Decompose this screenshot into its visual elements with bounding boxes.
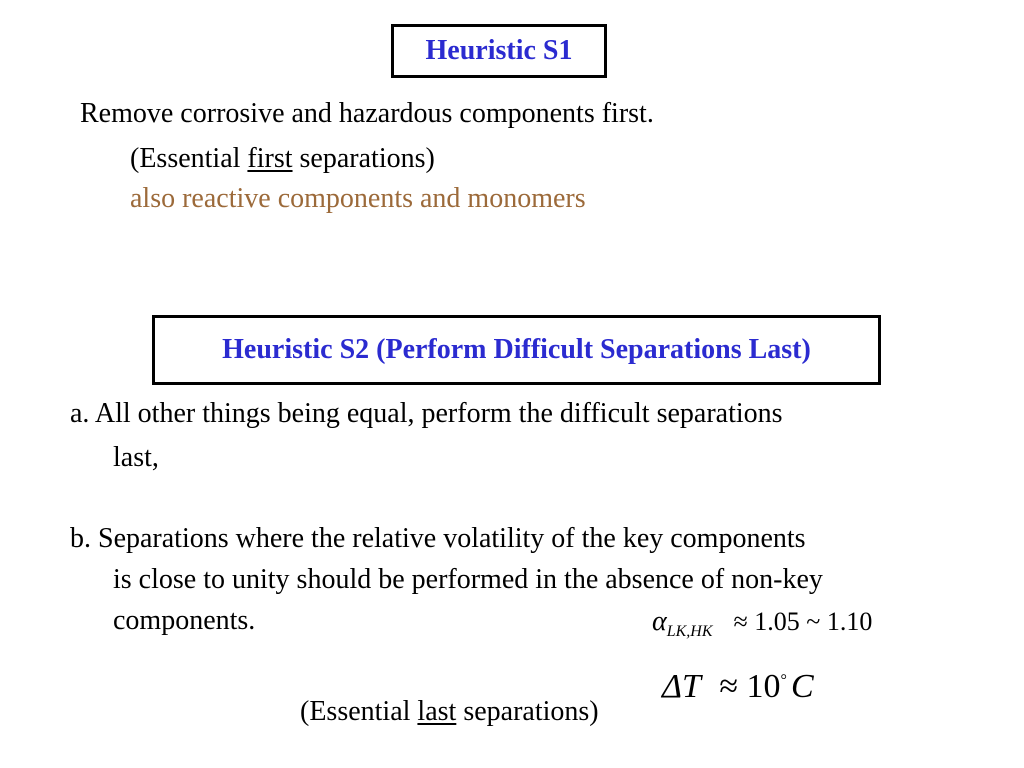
celsius-unit: C: [790, 668, 814, 705]
alpha-equation: [652, 608, 872, 640]
s1-line-1: Remove corrosive and hazardous components first.: [80, 98, 654, 129]
alpha-subscript: LK,HK: [666, 623, 713, 640]
degree-symbol: °: [780, 672, 787, 689]
heuristic-s2-title-text: Heuristic S2 (Perform Difficult Separations Last): [222, 334, 811, 365]
s2-item-b-line-1: b. Separations where the relative volatility of the key components: [70, 523, 806, 554]
heuristic-s1-title: [391, 24, 607, 78]
alpha-symbol: α: [652, 606, 667, 637]
delta-relation: ≈ 10: [719, 668, 781, 705]
s1-line-3: also reactive components and monomers: [130, 183, 586, 214]
s2-footer-underlined: last: [417, 696, 457, 727]
s2-footer-pre: (Essential: [300, 696, 418, 727]
s2-footer: [300, 698, 599, 726]
delta-t-equation: [662, 670, 814, 704]
heuristic-s2-title: [152, 315, 881, 385]
s1-line-2-pre: (Essential: [130, 143, 248, 174]
s2-item-a-line-1: a. All other things being equal, perform the difficult separations: [70, 398, 783, 429]
heuristic-s1-title-text: Heuristic S1: [425, 35, 573, 66]
s2-item-a-line-2: last,: [113, 442, 159, 473]
s2-item-b-line-2: is close to unity should be performed in the absence of non-key: [113, 564, 823, 595]
s1-line-2-post: separations): [292, 143, 435, 174]
s1-line-2-underlined: first: [247, 143, 293, 174]
delta-symbol: ΔT: [662, 668, 701, 705]
alpha-relation: ≈ 1.05 ~ 1.10: [733, 607, 873, 636]
s2-item-b-line-3: components.: [113, 605, 256, 636]
s1-line-2: [130, 145, 435, 173]
s2-footer-post: separations): [456, 696, 599, 727]
